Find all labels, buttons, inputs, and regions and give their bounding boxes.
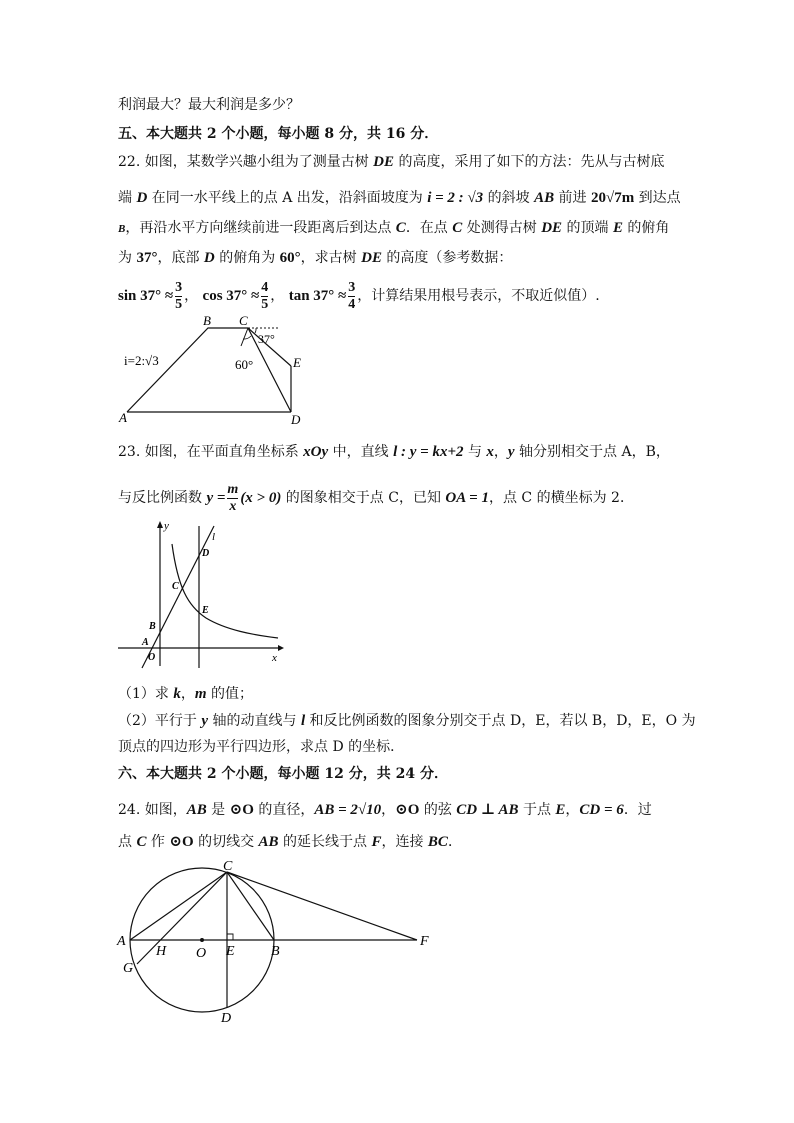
fig22-label-C: C [239,313,248,328]
section6-heading: 六、本大题共 2 个小题，每小题 12 分，共 24 分． [118,766,448,782]
fig23-label-D: D [202,548,210,559]
q22-line4: 为 37°，底部 D 的俯角为 60°，求古树 DE 的高度（参考数据： [118,250,513,266]
fig24-right-angle [227,934,233,940]
q23-line1: 23. 如图，在平面直角坐标系 xOy 中，直线 l : y = kx+2 与 x，y 轴分别相交于点 A，B， [118,444,670,460]
fig22-label-B: B [203,313,211,328]
cos-fraction: $\frac{4}{5}$ [261,279,269,312]
fig24-label-F: F [420,934,429,949]
sin-fraction: $\frac{3}{5}$ [175,279,183,312]
fig22-angle60: 60° [235,357,254,372]
fig24-segment-CA [130,872,227,940]
q22-line2: 端 D 在同一水平线上的点 A 出发，沿斜面坡度为 i = 2 : √3 的斜坡 AB 前进 20√7m 到达点 [118,190,681,206]
q23-part1: （1）求 k，m 的值； [118,686,253,702]
fig23-label-C: C [172,581,179,592]
fig23-label-B: B [149,621,156,632]
fig23-x-arrow [278,645,284,651]
fig24-label-D: D [221,1011,232,1026]
q23-part2-cont: 顶点的四边形为平行四边形，求点 D 的坐标． [118,739,405,755]
fig22-label-E: E [293,355,301,370]
fig24-label-C: C [223,859,233,874]
q23-part2: （2）平行于 y 轴的动直线与 l 和反比例函数的图象分别交于点 D，E，若以 B，D，E，O 为 [118,713,696,729]
figure-24-circle [115,858,445,1026]
fig22-slope-label: i=2:√3 [124,353,159,368]
fig24-label-B: B [271,944,280,959]
fig24-tangent-CF [227,872,417,940]
fig22-label-D: D [291,412,301,427]
intro-text: 利润最大？最大利润是多少？ [118,97,300,113]
fig22-arrow [241,328,248,346]
fig23-label-A: A [142,637,149,648]
fig24-segment-CG [137,872,227,964]
fig24-segment-CB [227,872,274,940]
q22-ref-values: sin 37° ≈ $\frac{3}{5}$ ， cos 37° ≈ $\frac{4}{5}$ ， tan 37° ≈ $\frac{3}{4}$ ，计算结果用根号表示，不取近似值）. [118,279,600,312]
fig22-label-A: A [119,410,127,425]
fig22-arc37 [255,328,256,333]
q22-line1: 22. 如图，某数学兴趣小组为了测量古树 DE 的高度，采用了如下的方法：先从与古树底 [118,154,665,170]
q23-fraction: $\frac{m}{x}$ [227,481,239,514]
figure-23-coordinate [118,518,290,670]
tan-fraction: $\frac{3}{4}$ [348,279,356,312]
fig23-label-y: y [164,520,169,532]
q24-line1: 24. 如图，AB 是 ⊙O 的直径，AB = 2√10，⊙O 的弦 CD ⊥ AB 于点 E，CD = 6．过 [118,802,652,818]
fig23-label-E: E [202,605,209,616]
fig22-angle37: 37° [258,332,275,346]
fig24-label-G: G [123,961,134,976]
fig23-label-O: O [148,652,156,663]
fig23-hyperbola [172,544,278,638]
fig24-label-H: H [156,944,167,959]
fig24-label-O: O [196,946,207,961]
fig24-label-A: A [117,934,126,949]
section5-heading: 五、本大题共 2 个小题，每小题 8 分，共 16 分． [118,126,439,142]
fig24-label-E: E [226,944,235,959]
fig24-center-dot [200,938,204,942]
q22-line3: B，再沿水平方向继续前进一段距离后到达点 C．在点 C 处测得古树 DE 的顶端 E 的俯角 [118,220,670,236]
figure-22-slope-tree [115,312,315,427]
q23-line2: 与反比例函数 y = $\frac{m}{x}$ (x > 0) 的图象相交于点 C，已知 OA = 1，点 C 的横坐标为 2． [118,481,634,514]
q24-line2: 点 C 作 ⊙O 的切线交 AB 的延长线于点 F，连接 BC． [118,834,462,850]
fig23-label-x: x [272,652,277,664]
fig23-label-l: l [212,531,216,543]
fig23-y-arrow [157,521,163,528]
